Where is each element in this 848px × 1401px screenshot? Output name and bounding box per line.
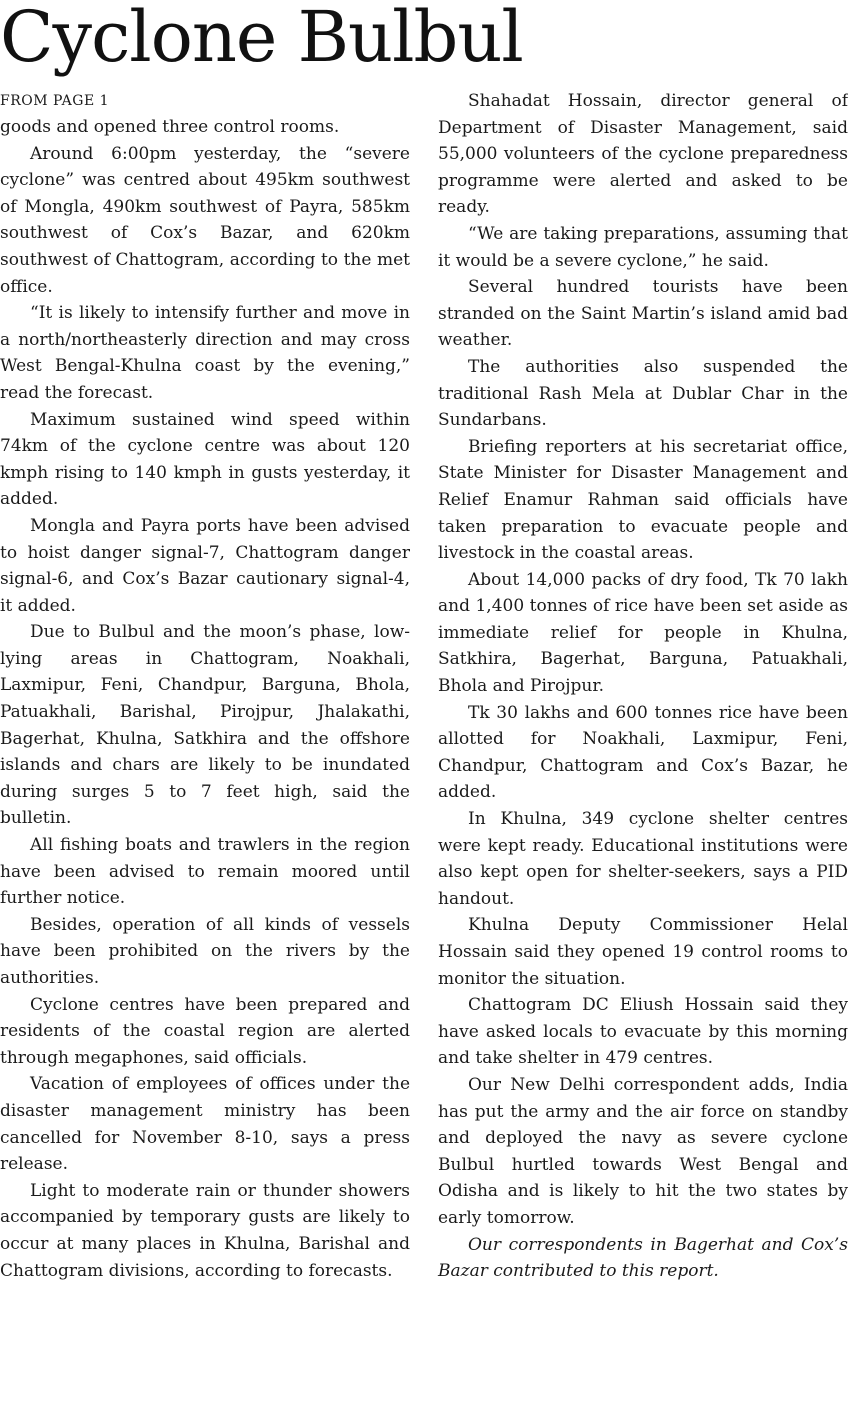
paragraph: Due to Bulbul and the moon’s phase, low-lying areas in Chattogram, Noakhali, Laxmipur, Feni, Chandpur, Barguna, Bhola, Patuakhali, Barishal, Pirojpur, Jhalakathi, Bagerhat, Khulna, Satkhira and the offshore islands and chars are likely to be inundated during surges 5 to 7 feet high, said the bulletin. — [0, 622, 410, 829]
continuation-kicker: FROM PAGE 1 — [0, 93, 110, 109]
paragraph: Khulna Deputy Commissioner Helal Hossain said they opened 19 control rooms to monitor the situation. — [438, 915, 848, 989]
paragraph: About 14,000 packs of dry food, Tk 70 lakh and 1,400 tonnes of rice have been set aside as immediate relief for people in Khulna, Satkhira, Bagerhat, Barguna, Patuakhali, Bhola and Pirojpur. — [438, 569, 848, 697]
paragraph: goods and opened three control rooms. — [0, 117, 340, 137]
paragraph: Chattogram DC Eliush Hossain said they have asked locals to evacuate by this morning and take shelter in 479 centres. — [438, 995, 848, 1069]
paragraph: Shahadat Hossain, director general of Department of Disaster Management, said 55,000 volunteers of the cyclone preparedness programme were alerted and asked to be ready. — [438, 91, 848, 218]
paragraph: Vacation of employees of offices under the disaster management ministry has been cancelled for November 8-10, says a press release. — [0, 1074, 410, 1175]
paragraph: Our New Delhi correspondent adds, India has put the army and the air force on standby and deployed the navy as severe cyclone Bulbul hurtled towards West Bengal and Odisha and is likely to hit the two states by early tomorrow. — [438, 1074, 848, 1228]
right-column — [438, 88, 848, 1285]
paragraph: Around 6:00pm yesterday, the “severe cyclone” was centred about 495km southwest of Mongla, 490km southwest of Payra, 585km southwest of Cox’s Bazar, and 620km southwest of Chattogram, according to the met office. — [0, 143, 410, 297]
paragraph: Maximum sustained wind speed within 74km of the cyclone centre was about 120 kmph rising to 140 kmph in gusts yesterday, it added. — [0, 409, 410, 510]
paragraph: All fishing boats and trawlers in the region have been advised to remain moored until further notice. — [0, 835, 410, 909]
paragraph: The authorities also suspended the traditional Rash Mela at Dublar Char in the Sundarbans. — [438, 356, 848, 431]
headline: Cyclone Bulbul — [0, 0, 523, 78]
paragraph: “It is likely to intensify further and move in a north/northeasterly direction and may cross West Bengal-Khulna coast by the evening,” read the forecast. — [0, 303, 410, 403]
paragraph: In Khulna, 349 cyclone shelter centres were kept ready. Educational institutions were also kept open for shelter-seekers, says a PID handout. — [438, 809, 848, 909]
paragraph: Mongla and Payra ports have been advised to hoist danger signal-7, Chattogram danger signal-6, and Cox’s Bazar cautionary signal-4, it added. — [0, 515, 410, 616]
paragraph: Cyclone centres have been prepared and residents of the coastal region are alerted through megaphones, said officials. — [0, 994, 410, 1068]
paragraph: Besides, operation of all kinds of vessels have been prohibited on the rivers by the authorities. — [0, 914, 410, 988]
paragraph: Tk 30 lakhs and 600 tonnes rice have been allotted for Noakhali, Laxmipur, Feni, Chandpur, Chattogram and Cox’s Bazar, he added. — [438, 702, 848, 803]
paragraph: Several hundred tourists have been stranded on the Saint Martin’s island amid bad weather. — [438, 277, 848, 351]
paragraph: Briefing reporters at his secretariat office, State Minister for Disaster Management and Relief Enamur Rahman said officials have taken preparation to evacuate people and livestock in the coastal areas. — [438, 436, 848, 564]
paragraph: Light to moderate rain or thunder showers accompanied by temporary gusts are likely to occur at many places in Khulna, Barishal and Chattogram divisions, according to forecasts. — [0, 1180, 410, 1281]
left-column — [0, 114, 410, 1284]
contributor-credit: Our correspondents in Bagerhat and Cox’s Bazar contributed to this report. — [438, 1234, 848, 1282]
paragraph: “We are taking preparations, assuming that it would be a severe cyclone,” he said. — [438, 223, 848, 271]
